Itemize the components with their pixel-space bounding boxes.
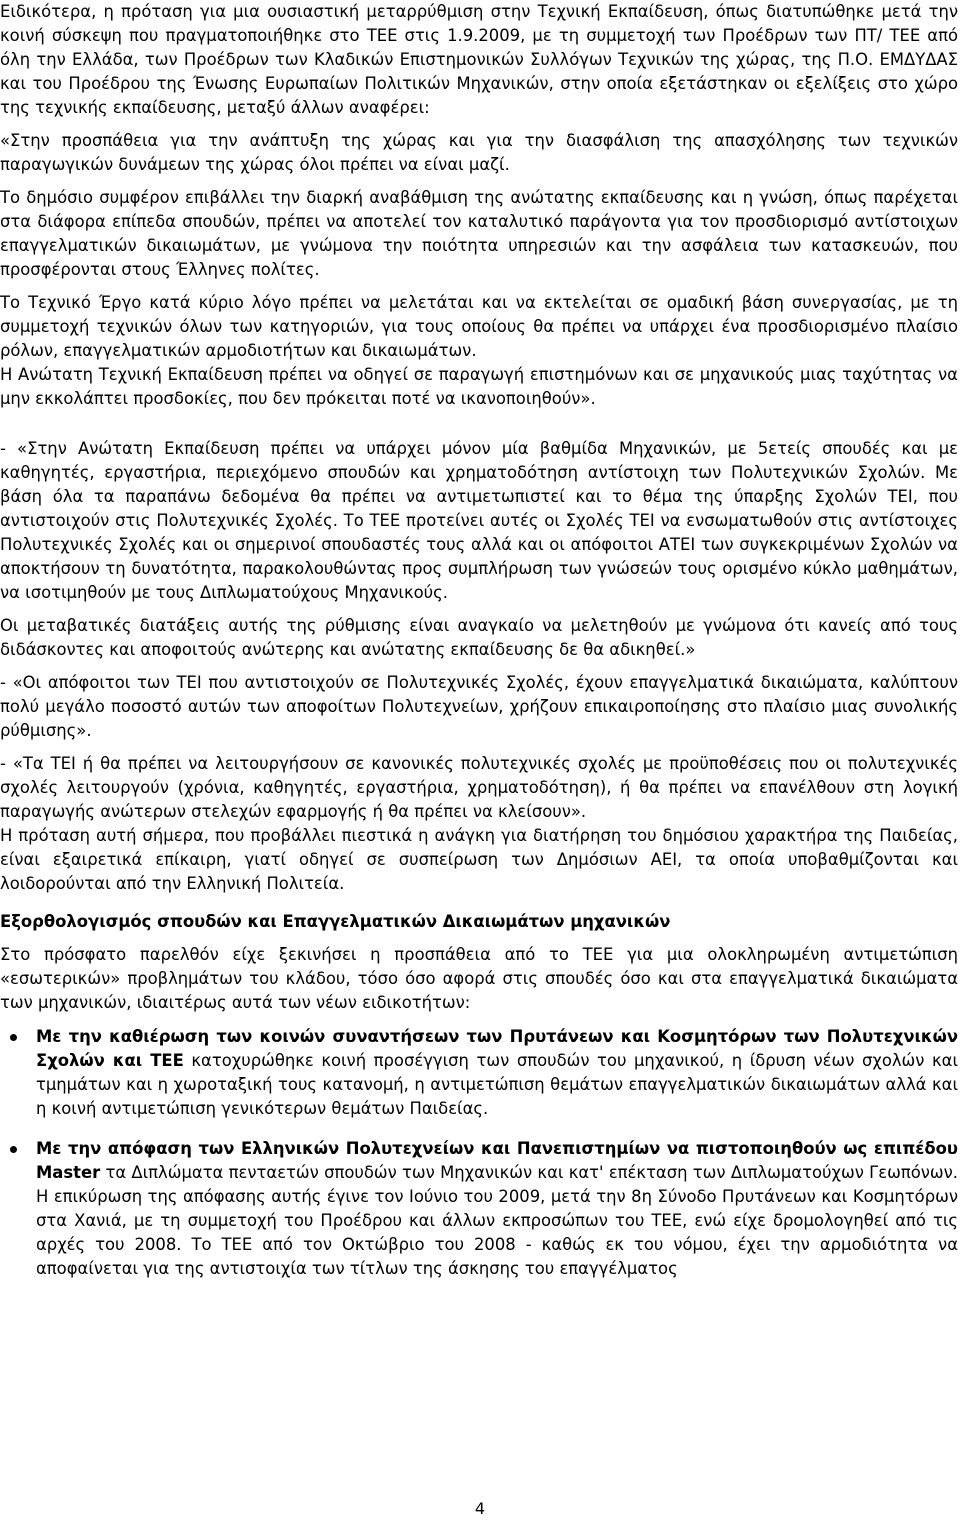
list-item [0,1137,958,1281]
bullet-list [0,1025,958,1281]
paragraph-4: Το Τεχνικό Έργο κατά κύριο λόγο πρέπει να μελετάται και να εκτελείται σε ομαδική βάση συνεργασίας, με τη συμμετοχή τεχνικών όλων των κατηγοριών, για τους οποίους θα πρέπει να υπάρχει ένα προσδιορισμένο πλαίσιο ρόλων, επαγγελματικών αρμοδιοτήτων και δικαιωμάτων. [0,293,958,360]
paragraph-9: - «Τα ΤΕΙ ή θα πρέπει να λειτουργήσουν σε κανονικές πολυτεχνικές σχολές με προϋποθέσεις που οι πολυτεχνικές σχολές λειτουργούν (χρόνια, καθηγητές, εργαστήρια, χρηματοδότηση), ή θα πρέπει να επανέλθουν στη λογική παραγωγής ανώτερων στελεχών εφαρμογής ή θα πρέπει να κλείσουν». [0,754,958,821]
paragraph-2: «Στην προσπάθεια για την ανάπτυξη της χώρας και για την διασφάλιση της απασχόλησης των τεχνικών παραγωγικών δυνάμεων της χώρας όλοι πρέπει να είναι μαζί. [0,131,958,174]
paragraph-10: Η πρόταση αυτή σήμερα, που προβάλλει πιεστικά η ανάγκη για διατήρηση του δημόσιου χαρακτήρα της Παιδείας, είναι εξαιρετικά επίκαιρη, γιατί οδηγεί σε συσπείρωση των Δημόσιων ΑΕΙ, τα οποία υποβαθμίζονται και λοιδορούνται από την Ελληνική Πολιτεία. [0,826,958,893]
paragraph-5: Η Ανώτατη Τεχνική Εκπαίδευση πρέπει να οδηγεί σε παραγωγή επιστημόνων και σε μηχανικούς μιας ταχύτητας να μην εκκολάπτει προσδοκίες, που δεν πρόκειται ποτέ να ικανοποιηθούν». [0,365,958,408]
list-item-text: τα Διπλώματα πενταετών σπουδών των Μηχανικών και κατ' επέκταση των Διπλωματούχων Γεωπόνων. Η επικύρωση της απόφασης αυτής έγινε τον Ιούνιο του 2009, μετά την 8η Σύνοδο Πρυτάνεων και Κοσμητόρων στα Χανιά, με τη συμμετοχή του Προέδρου και άλλων εκπροσώπων του ΤΕΕ, ενώ είχε δρομολογηθεί από τις αρχές του 2008. Το ΤΕΕ από τον Οκτώβριο του 2008 - καθώς εκ του νόμου, έχει την αρμοδιότητα να αποφαίνεται για της αντιστοιχία των τίτλων της άσκησης του επαγγέλματος [36,1163,958,1278]
paragraph-7: Οι μεταβατικές διατάξεις αυτής της ρύθμισης είναι αναγκαίο να μελετηθούν με γνώμονα ότι κανείς από τους διδάσκοντες και αποφοιτούς ανώτερης και ανώτατης εκπαίδευσης δε θα αδικηθεί.» [0,616,958,659]
paragraph-1: Ειδικότερα, η πρόταση για μια ουσιαστική μεταρρύθμιση στην Τεχνική Εκπαίδευση, όπως διατυπώθηκε μετά την κοινή σύσκεψη που πραγματοποιήθηκε στο ΤΕΕ στις 1.9.2009, με τη συμμετοχή των Προέδρων των ΠΤ/ ΤΕΕ από όλη την Ελλάδα, των Προέδρων των Κλαδικών Επιστημονικών Συλλόγων Τεχνικών της χώρας, της Π.Ο. ΕΜΔΥΔΑΣ και του Προέδρου της Ένωσης Ευρωπαίων Πολιτικών Μηχανικών, στην οποία εξετάστηκαν οι εξελίξεις στο χώρο της τεχνικής εκπαίδευσης, μεταξύ άλλων αναφέρει: [0,2,958,117]
section-intro: Στο πρόσφατο παρελθόν είχε ξεκινήσει η προσπάθεια από το ΤΕΕ για μια ολοκληρωμένη αντιμετώπιση «εσωτερικών» προβλημάτων του κλάδου, τόσο όσο αφορά στις σπουδές όσο και στα επαγγελματικά δικαιώματα των μηχανικών, ιδιαιτέρως αυτά των νέων ειδικοτήτων: [0,945,958,1012]
page-number: 4 [474,1499,486,1518]
list-item-text: κατοχυρώθηκε κοινή προσέγγιση των σπουδών του μηχανικού, η ίδρυση νέων σχολών και τμημάτων και η χωροταξική τους κατανομή, η αντιμετώπιση θεμάτων επαγγελματικών δικαιωμάτων αλλά και η κοινή αντιμετώπιση γενικότερων θεμάτων Παιδείας. [36,1051,958,1118]
paragraph-3: Το δημόσιο συμφέρον επιβάλλει την διαρκή αναβάθμιση της ανώτατης εκπαίδευσης και η γνώση, όπως παρέχεται στα διάφορα επίπεδα σπουδών, πρέπει να αποτελεί τον καταλυτικό παράγοντα για τον προσδιορισμό αντίστοιχων επαγγελματικών δικαιωμάτων, με γνώμονα την ποιότητα υπηρεσιών και την ασφάλεια των κατασκευών, που προσφέρονται στους Έλληνες πολίτες. [0,188,958,279]
list-item [0,1025,958,1121]
bullet-icon [10,1034,17,1041]
section-heading: Εξορθολογισμός σπουδών και Επαγγελματικών Δικαιωμάτων μηχανικών [0,912,671,931]
paragraph-6: - «Στην Ανώτατη Εκπαίδευση πρέπει να υπάρχει μόνον μία βαθμίδα Μηχανικών, με 5ετείς σπουδές και με καθηγητές, εργαστήρια, περιεχόμενο σπουδών και χρηματοδότηση αντίστοιχη των Πολυτεχνικών Σχολών. Με βάση όλα τα παραπάνω δεδομένα θα πρέπει να αντιμετωπιστεί και το θέμα της ύπαρξης Σχολών ΤΕΙ, που αντιστοιχούν στις Πολυτεχνικές Σχολές. Το ΤΕΕ προτείνει αυτές οι Σχολές ΤΕΙ να ενσωματωθούν στις αντίστοιχες Πολυτεχνικές Σχολές και οι σημερινοί σπουδαστές τους αλλά και οι απόφοιτοι ΑΤΕΙ των συγκεκριμένων Σχολών να αποκτήσουν τη δυνατότητα, παρακολουθώντας προς συμπλήρωση των γνώσεών τους ορισμένο κύκλο μαθημάτων, να ισοτιμηθούν με τους Διπλωματούχους Μηχανικούς. [0,439,958,602]
list-item-bold: Με την καθιέρωση των κοινών συναντήσεων των Πρυτάνεων και Κοσμητόρων των Πολυτεχνικών Σχολών και ΤΕΕ [36,1027,958,1070]
paragraph-8: - «Οι απόφοιτοι των ΤΕΙ που αντιστοιχούν σε Πολυτεχνικές Σχολές, έχουν επαγγελματικά δικαιώματα, καλύπτουν πολύ μεγάλο ποσοστό αυτών των αποφοίτων Πολυτεχνείων, χρήζουν επικαιροποίησης στο πλαίσιο μιας συνολικής ρύθμισης». [0,673,958,740]
list-item-bold: Με την απόφαση των Ελληνικών Πολυτεχνείων και Πανεπιστημίων να πιστοποιηθούν ως επιπέδου Master [36,1139,958,1182]
bullet-icon [10,1146,17,1153]
